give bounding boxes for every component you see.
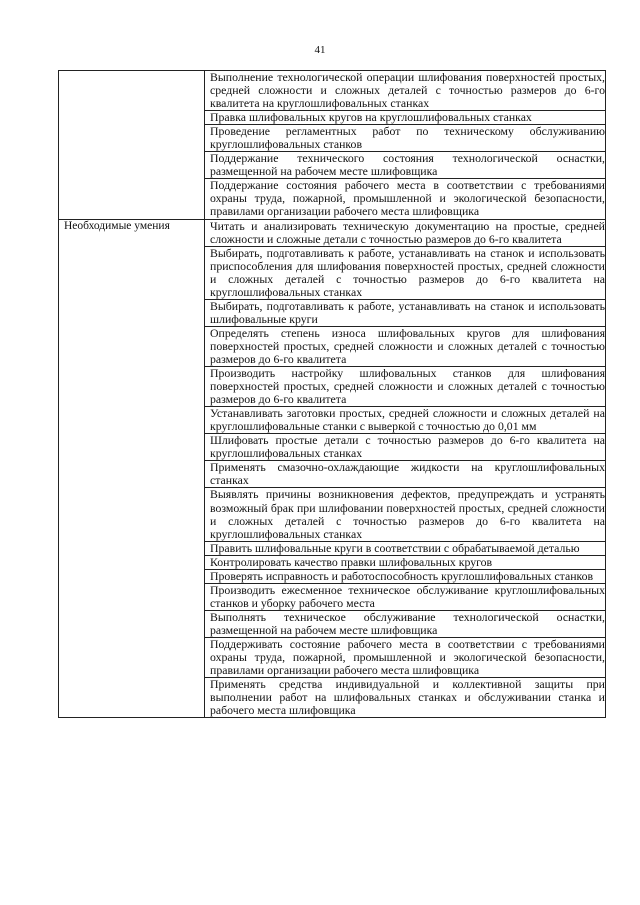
table-row (59, 583, 606, 610)
requirement-text: Читать и анализировать техническую документацию на простые, средней сложности и сложные детали с точностью размеров до 6-го квалитета (205, 219, 606, 246)
table-row (59, 610, 606, 637)
row-label-cell (59, 583, 205, 610)
page-number: 41 (314, 44, 326, 56)
table-row (59, 367, 606, 407)
table-row (59, 407, 606, 434)
row-label-cell (59, 71, 205, 111)
table-row (59, 111, 606, 125)
requirements-table (58, 70, 606, 718)
table-row (59, 299, 606, 326)
requirement-text: Определять степень износа шлифовальных кругов для шлифования поверхностей простых, средней сложности и сложных деталей с точностью размеров до 6-го квалитета (205, 326, 606, 366)
table-row (59, 461, 606, 488)
row-label-cell (59, 555, 205, 569)
table-row (59, 125, 606, 152)
requirement-text: Применять средства индивидуальной и коллективной защиты при выполнении работ на шлифовальных станках и обслуживании станка и рабочего места шлифовщика (205, 678, 606, 718)
requirement-text: Применять смазочно-охлаждающие жидкости на круглошлифовальных станках (205, 461, 606, 488)
requirement-text: Выявлять причины возникновения дефектов, предупреждать и устранять возможный брак при шлифовании поверхностей простых, средней сложности и сложных деталей с точностью размеров до 6-го квалитета на круглошлифовальных станках (205, 488, 606, 541)
requirement-text: Контролировать качество правки шлифовальных кругов (205, 555, 606, 569)
requirements-table-body (59, 71, 606, 718)
table-row (59, 569, 606, 583)
requirement-text: Устанавливать заготовки простых, средней сложности и сложных деталей на круглошлифовальные станки с выверкой с точностью до 0,01 мм (205, 407, 606, 434)
requirement-text: Проверять исправность и работоспособность круглошлифовальных станков (205, 569, 606, 583)
table-row (59, 179, 606, 219)
requirement-text: Производить ежесменное техническое обслуживание круглошлифовальных станков и уборку рабочего места (205, 583, 606, 610)
requirement-text: Править шлифовальные круги в соответствии с обрабатываемой деталью (205, 541, 606, 555)
table-row (59, 678, 606, 718)
requirement-text: Шлифовать простые детали с точностью размеров до 6-го квалитета на круглошлифовальных станках (205, 434, 606, 461)
row-label-cell (59, 678, 205, 718)
row-label-cell (59, 111, 205, 125)
row-label-cell (59, 569, 205, 583)
table-row (59, 152, 606, 179)
row-label-cell (59, 637, 205, 677)
requirement-text: Выполнять техническое обслуживание технологической оснастки, размещенной на рабочем месте шлифовщика (205, 610, 606, 637)
row-label-cell (59, 434, 205, 461)
requirement-text: Поддержание состояния рабочего места в соответствии с требованиями охраны труда, пожарной, промышленной и экологической безопасности, правилами организации рабочего места шлифовщика (205, 179, 606, 219)
row-label-cell (59, 407, 205, 434)
table-row (59, 246, 606, 299)
row-label-cell (59, 461, 205, 488)
requirement-text: Выбирать, подготавливать к работе, устанавливать на станок и использовать приспособления для шлифования поверхностей простых, средней сложности и сложных деталей с точностью размеров до 6-го квалитета на круглошлифовальных станках (205, 246, 606, 299)
table-row (59, 541, 606, 555)
requirement-text: Правка шлифовальных кругов на круглошлифовальных станках (205, 111, 606, 125)
requirement-text: Производить настройку шлифовальных станков для шлифования поверхностей простых, средней сложности и сложных деталей с точностью размеров до 6-го квалитета (205, 367, 606, 407)
requirement-text: Поддержание технического состояния технологической оснастки, размещенной на рабочем месте шлифовщика (205, 152, 606, 179)
row-label-cell (59, 125, 205, 152)
table-row (59, 555, 606, 569)
row-label-cell (59, 152, 205, 179)
row-label-cell (59, 610, 205, 637)
row-label-cell (59, 488, 205, 541)
row-label-cell (59, 179, 205, 219)
requirement-text: Проведение регламентных работ по техническому обслуживанию круглошлифовальных станков (205, 125, 606, 152)
table-row (59, 488, 606, 541)
row-label-cell (59, 326, 205, 366)
row-label-cell: Необходимые умения (59, 219, 205, 246)
table-row (59, 219, 606, 246)
row-label-cell (59, 367, 205, 407)
requirement-text: Выбирать, подготавливать к работе, устанавливать на станок и использовать шлифовальные круги (205, 299, 606, 326)
table-row (59, 71, 606, 111)
table-row (59, 326, 606, 366)
table-row (59, 434, 606, 461)
table-row (59, 637, 606, 677)
row-label-cell (59, 541, 205, 555)
row-label-cell (59, 246, 205, 299)
requirement-text: Поддерживать состояние рабочего места в соответствии с требованиями охраны труда, пожарной, промышленной и экологической безопасности, правилами организации рабочего места шлифовщика (205, 637, 606, 677)
row-label-cell (59, 299, 205, 326)
requirement-text: Выполнение технологической операции шлифования поверхностей простых, средней сложности и сложных деталей с точностью размеров до 6-го квалитета на круглошлифовальных станках (205, 71, 606, 111)
